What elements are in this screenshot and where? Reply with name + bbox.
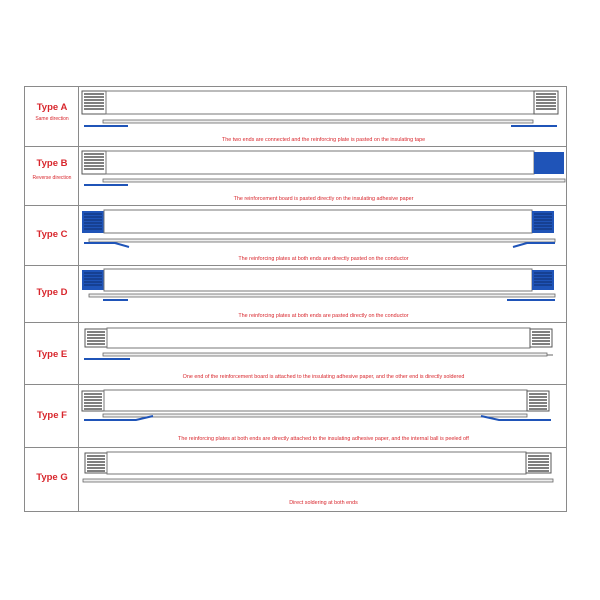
ribbon: [103, 414, 527, 417]
cable-body: [104, 390, 527, 411]
type-subtitle: Reverse direction: [32, 175, 72, 181]
ribbon: [103, 353, 547, 356]
type-name: Type B: [36, 158, 68, 169]
left-reinforcing-plate: [84, 358, 130, 360]
caption: Direct soldering at both ends: [289, 500, 358, 506]
cable-body: [107, 328, 530, 348]
row-type-f: [25, 384, 566, 447]
left-contacts: [84, 394, 102, 409]
row-type-b: [25, 146, 566, 205]
left-reinforcing-plate: [84, 243, 129, 247]
row-type-e: [25, 322, 566, 384]
label-cell: [25, 205, 79, 265]
label-cell: [25, 146, 79, 205]
row-type-g: [25, 447, 566, 511]
left-reinforcing-plate: [84, 125, 128, 127]
left-contacts: [84, 94, 104, 109]
ribbon: [89, 294, 555, 297]
right-reinforcing-plate: [513, 243, 555, 247]
row-type-d: [25, 265, 566, 322]
row-type-c: [25, 205, 566, 265]
right-reinforcing-plate: [534, 152, 564, 174]
row-divider: [25, 511, 566, 512]
left-reinforcing-plate: [84, 184, 128, 186]
ribbon: [103, 120, 533, 123]
row-type-a: [25, 86, 566, 146]
cable-body: [107, 452, 526, 474]
ribbon: [83, 479, 553, 482]
cable-body: [106, 91, 534, 114]
caption: One end of the reinforcement board is attached to the insulating adhesive paper, and the other end is directly soldered: [182, 374, 465, 380]
caption: The reinforcing plates at both ends are pasted directly on the conductor: [238, 313, 409, 319]
left-reinforcing-plate: [103, 299, 128, 301]
left-contacts: [87, 332, 105, 344]
type-name: Type D: [36, 287, 68, 298]
label-cell: [25, 384, 79, 447]
type-name: Type A: [36, 102, 68, 113]
right-contacts: [532, 332, 550, 344]
type-subtitle: Same direction: [35, 116, 69, 122]
caption: The two ends are connected and the reinforcing plate is pasted on the insulating tape: [221, 137, 426, 143]
right-contacts: [529, 394, 547, 409]
type-name: Type F: [37, 410, 67, 421]
cable-body: [106, 151, 534, 174]
caption: The reinforcing plates at both ends are directly pasted on the conductor: [238, 256, 409, 262]
type-name: Type C: [36, 229, 68, 240]
label-cell: [25, 265, 79, 322]
ribbon: [103, 179, 565, 182]
label-cell: [25, 86, 79, 146]
label-cell: [25, 322, 79, 384]
cable-body: [104, 210, 532, 233]
ribbon: [89, 239, 555, 242]
left-contacts: [87, 456, 105, 471]
type-name: Type G: [36, 472, 68, 483]
cable-type-table: [24, 86, 567, 512]
right-contacts: [528, 456, 549, 471]
caption: The reinforcement board is pasted directly on the insulating adhesive paper: [233, 196, 414, 202]
label-cell: [25, 447, 79, 511]
right-reinforcing-plate: [507, 299, 555, 301]
type-name: Type E: [36, 349, 68, 360]
caption: The reinforcing plates at both ends are directly attached to the insulating adhesive paper, and the internal ball is peeled off: [178, 436, 469, 442]
right-contacts: [536, 94, 556, 109]
right-reinforcing-plate: [511, 125, 557, 127]
left-contacts: [84, 154, 104, 169]
cable-body: [104, 269, 532, 291]
